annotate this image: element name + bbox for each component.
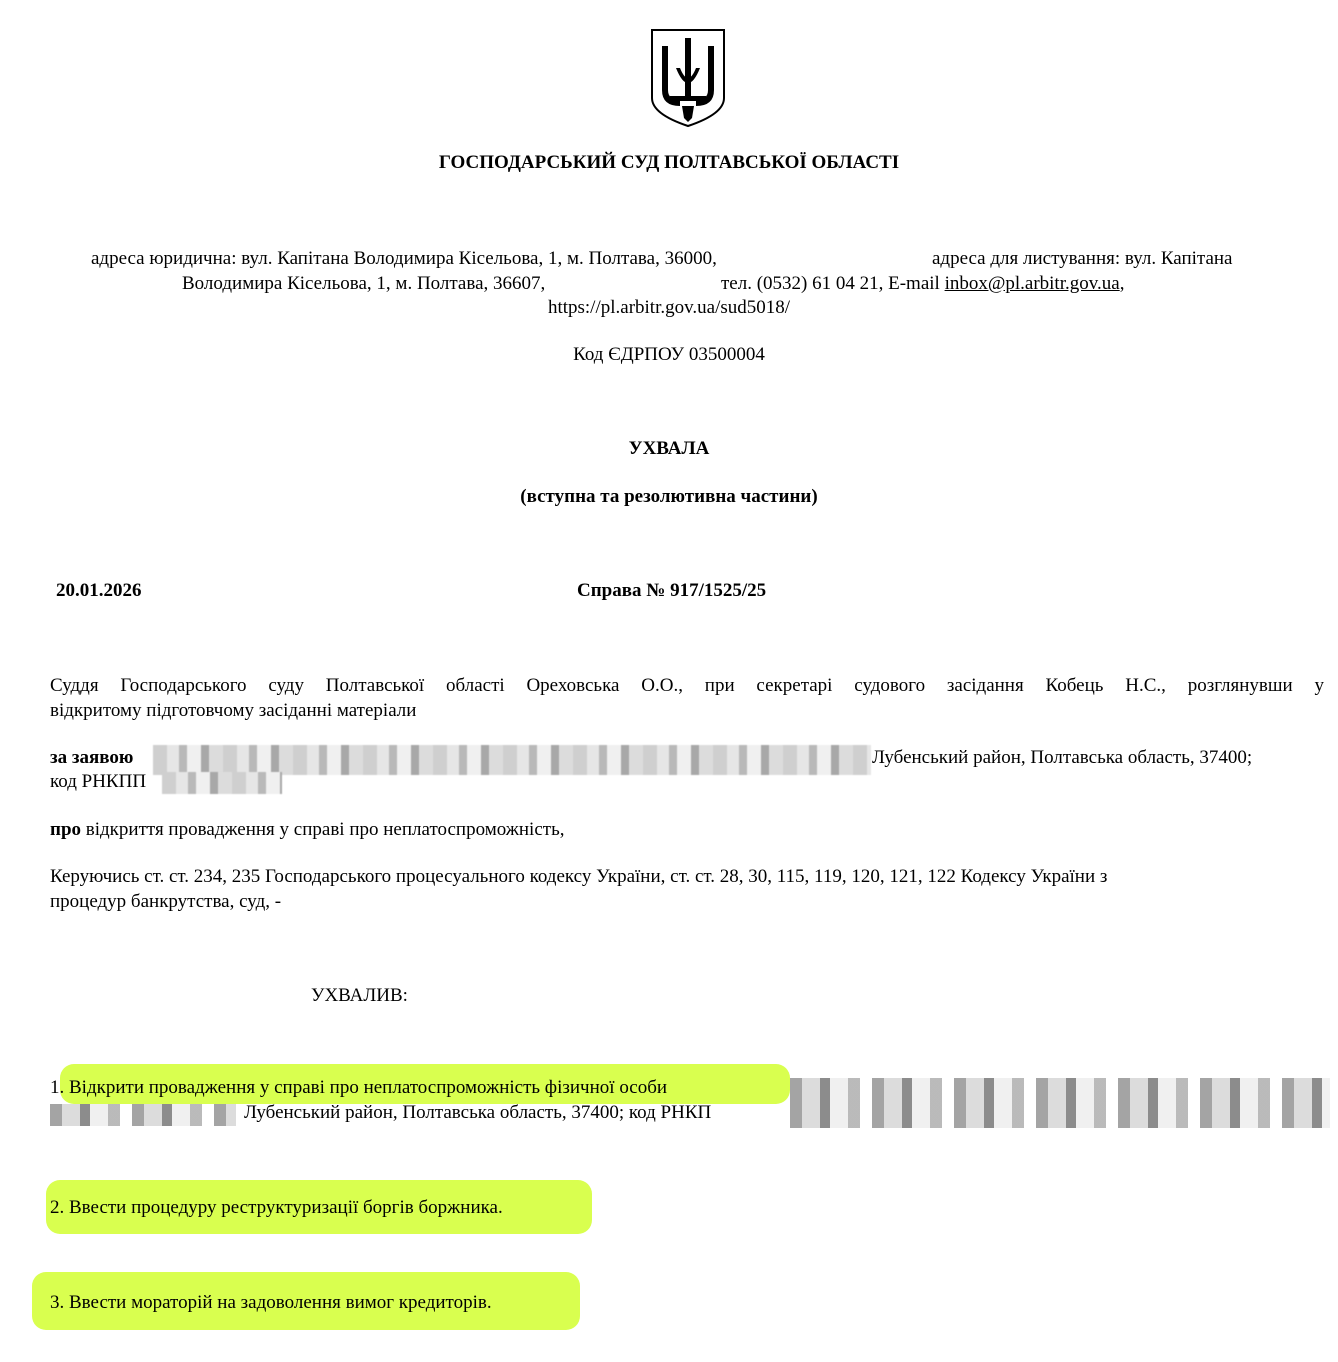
basis-line-1: Керуючись ст. ст. 234, 235 Господарського процесуального кодексу України, ст. ст. 28, 30, 115, 119, 120, 121, 122 Кодексу України з: [50, 866, 1108, 887]
email-link[interactable]: inbox@pl.arbitr.gov.ua: [944, 273, 1120, 294]
resolution-item-2: 2. Ввести процедуру реструктуризації боргів боржника.: [50, 1197, 503, 1218]
document-subtitle: (вступна та резолютивна частини): [520, 486, 818, 507]
resolved-heading: УХВАЛИВ:: [311, 985, 408, 1006]
application-address: Лубенський район, Полтавська область, 37400;: [872, 747, 1253, 768]
document-title: УХВАЛА: [628, 438, 710, 459]
subject-text: відкриття провадження у справі про неплатоспроможність,: [85, 819, 565, 840]
redacted-debtor-address: [50, 1104, 236, 1126]
legal-address: адреса юридична: вул. Капітана Володимира Кісельова, 1, м. Полтава, 36000,: [91, 248, 717, 269]
postal-address-start: адреса для листування: вул. Капітана: [932, 248, 1233, 269]
redacted-debtor-name: [790, 1078, 1330, 1128]
court-name: ГОСПОДАРСЬКИЙ СУД ПОЛТАВСЬКОЇ ОБЛАСТІ: [438, 152, 900, 173]
basis-line-2: процедур банкрутства, суд, -: [50, 891, 282, 912]
application-rnokpp-label: код РНКПП: [50, 771, 147, 792]
application-label: за заявою: [50, 747, 134, 768]
redacted-rnokpp: [162, 772, 282, 794]
postal-address-end: Володимира Кісельова, 1, м. Полтава, 36607,: [182, 273, 546, 294]
contact-line: [721, 273, 1124, 295]
subject-line: [50, 819, 565, 841]
resolution-item-3: 3. Ввести мораторій на задоволення вимог кредиторів.: [50, 1292, 492, 1313]
coat-of-arms-icon: [650, 28, 726, 128]
comma: ,: [1119, 273, 1125, 294]
subject-label: про: [50, 819, 82, 840]
redacted-applicant: [153, 745, 871, 775]
case-number: Справа № 917/1525/25: [577, 580, 767, 601]
phone-text: тел. (0532) 61 04 21, E-mail: [721, 273, 940, 294]
intro-line-1: Суддя Господарського суду Полтавської області Ореховська О.О., при секретарі судового засідання Кобець Н.С., розглянувши у: [50, 675, 1324, 696]
intro-line-2: відкритому підготовчому засіданні матеріали: [50, 700, 417, 721]
edrpou-code: Код ЄДРПОУ 03500004: [573, 344, 765, 365]
website-text: https://pl.arbitr.gov.ua/sud5018/: [547, 297, 791, 318]
decision-date: 20.01.2026: [56, 580, 142, 601]
resolution-item-1-line-2: Лубенський район, Полтавська область, 37400; код РНКП: [244, 1102, 712, 1123]
resolution-item-1-line-1: 1. Відкрити провадження у справі про неплатоспроможність фізичної особи: [50, 1077, 668, 1098]
